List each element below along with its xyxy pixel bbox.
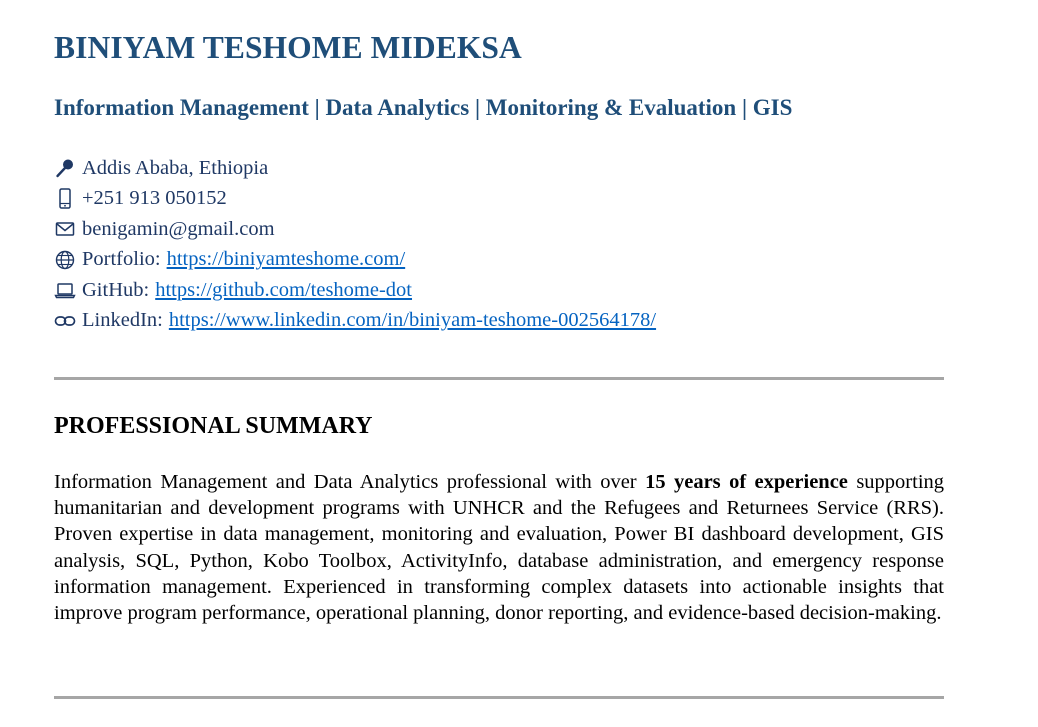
section-title-summary: PROFESSIONAL SUMMARY: [54, 413, 373, 439]
phone-icon: [54, 188, 76, 210]
contact-location: [54, 153, 656, 184]
globe-icon: [54, 249, 76, 271]
github-link[interactable]: https://github.com/teshome-dot: [155, 278, 413, 301]
email-text: benigamin@gmail.com: [82, 217, 275, 240]
professional-headline: Information Management | Data Analytics | Monitoring & Evaluation | GIS: [54, 95, 793, 120]
contact-list: [54, 153, 656, 336]
linkedin-link[interactable]: https://www.linkedin.com/in/biniyam-teshome-002564178/: [168, 309, 657, 332]
section-divider: [54, 377, 944, 380]
pin-icon: [54, 157, 76, 179]
link-icon: [54, 310, 76, 332]
contact-linkedin: [54, 306, 656, 337]
summary-highlight: 15 years of experience: [645, 471, 848, 493]
summary-body: supporting humanitarian and development programs with UNHCR and the Refugees and Returnees Service (RRS). Proven expertise in data management, monitoring and evaluation, Power BI dashboard development, GIS analysis, SQL, Python, Kobo Toolbox, ActivityInfo, database administration, and emergency response information management. Experienced in transforming complex datasets into actionable insights that improve program performance, operational planning, donor reporting, and evidence-based decision-making.: [54, 471, 945, 625]
contact-phone: [54, 184, 656, 215]
contact-portfolio: [54, 245, 656, 276]
candidate-name: BINIYAM TESHOME MIDEKSA: [54, 30, 522, 65]
phone-text: +251 913 050152: [82, 187, 227, 210]
portfolio-link[interactable]: https://biniyamteshome.com/: [166, 248, 406, 271]
summary-paragraph: [54, 469, 944, 626]
laptop-icon: [54, 279, 76, 301]
contact-github: [54, 275, 656, 306]
contact-email: [54, 214, 656, 245]
summary-intro: Information Management and Data Analytics professional with over: [54, 471, 637, 493]
portfolio-label: Portfolio:: [82, 248, 161, 271]
location-text: Addis Ababa, Ethiopia: [82, 156, 269, 179]
mail-icon: [54, 218, 76, 240]
section-divider: [54, 696, 944, 699]
linkedin-label: LinkedIn:: [82, 309, 163, 332]
github-label: GitHub:: [82, 278, 150, 301]
